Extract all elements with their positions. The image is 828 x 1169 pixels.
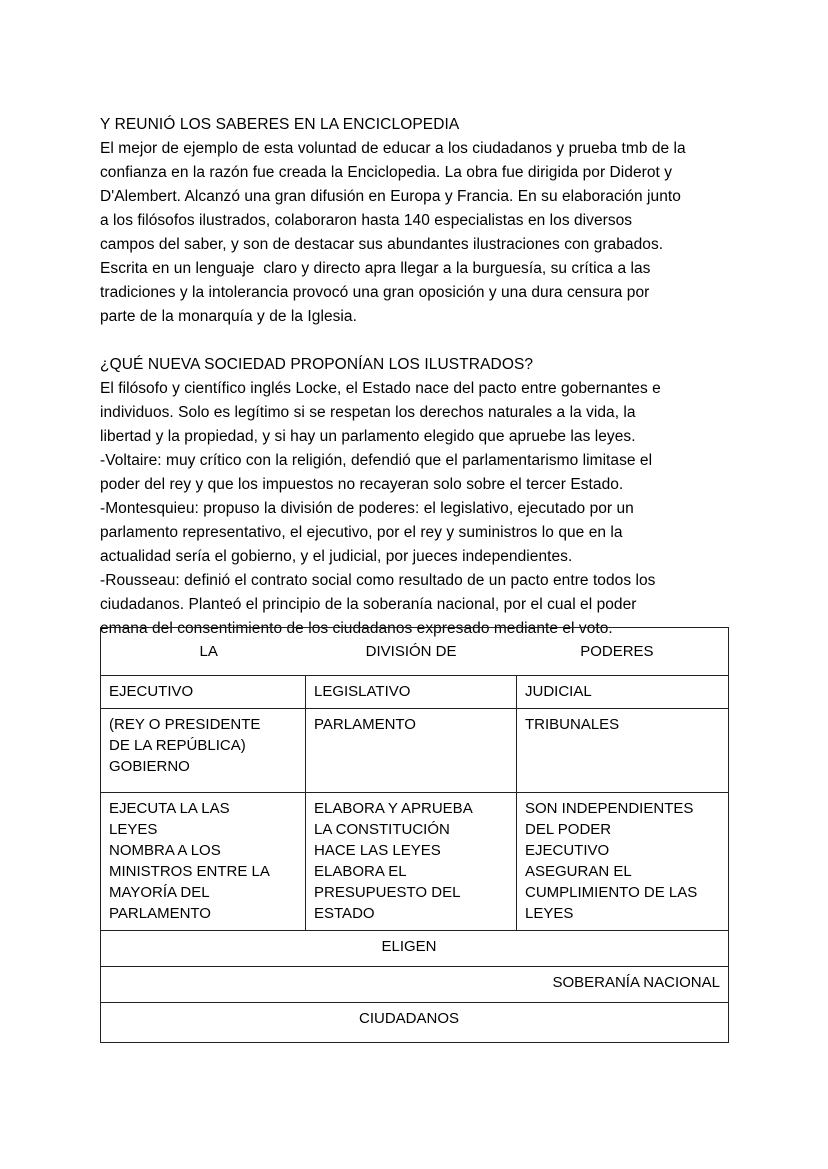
division-of-powers-table-wrapper [100,627,728,1043]
text-line: campos del saber, y son de destacar sus abundantes ilustraciones con grabados. [100,236,664,253]
cell-text-line: TRIBUNALES [525,716,620,733]
table-row-title [101,628,729,676]
text-line: -Montesquieu: propuso la división de poderes: el legislativo, ejecutado por un [100,500,634,517]
text-line: individuos. Solo es legítimo si se respetan los derechos naturales a la vida, la [100,404,636,421]
role-cell-legislative: LEGISLATIVO [306,676,517,709]
body-cell-legislative [306,709,517,793]
text-line: emana del consentimiento de los ciudadanos expresado mediante el voto. [100,620,613,637]
cell-text-line: CUMPLIMIENTO DE LAS [525,884,698,901]
role-cell-executive: EJECUTIVO [101,676,306,709]
cell-text-line: LA CONSTITUCIÓN [314,821,450,838]
text-line: actualidad sería el gobierno, y el judicial, por jueces independientes. [100,548,573,565]
cell-text-line: PARLAMENTO [109,905,211,922]
section-heading-nueva-sociedad: ¿QUÉ NUEVA SOCIEDAD PROPONÍAN LOS ILUSTRADOS? [100,356,534,373]
section-nueva-sociedad [100,353,730,641]
text-line: poder del rey y que los impuestos no recayeran solo sobre el tercer Estado. [100,476,624,493]
body-cell-judicial [517,709,729,793]
table-row-roles [101,676,729,709]
functions-cell-legislative [306,793,517,931]
functions-cell-executive [101,793,306,931]
cell-text-line: ELABORA Y APRUEBA [314,800,473,817]
cell-text-line: EJECUTIVO [525,842,610,859]
role-cell-judicial: JUDICIAL [517,676,729,709]
cell-text-line: LEYES [525,905,574,922]
table-row-bodies [101,709,729,793]
text-line: libertad y la propiedad, y si hay un parlamento elegido que apruebe las leyes. [100,428,636,445]
section-paragraph-nueva-sociedad [100,377,730,641]
cell-text-line: MAYORÍA DEL [109,884,210,901]
cell-text-line: PRESUPUESTO DEL [314,884,461,901]
functions-cell-judicial [517,793,729,931]
cell-text-line: ASEGURAN EL [525,863,632,880]
footer-text-eligen: ELIGEN [381,938,437,955]
text-line: tradiciones y la intolerancia provocó una gran oposición y una dura censura por [100,284,650,301]
section-heading-enciclopedia: Y REUNIÓ LOS SABERES EN LA ENCICLOPEDIA [100,116,460,133]
footer-cell-ciudadanos [101,1003,729,1043]
text-line: confianza en la razón fue creada la Enciclopedia. La obra fue dirigida por Diderot y [100,164,673,181]
table-row-ciudadanos [101,1003,729,1043]
section-enciclopedia [100,113,730,329]
body-cell-executive [101,709,306,793]
text-line: El filósofo y científico inglés Locke, el Estado nace del pacto entre gobernantes e [100,380,661,397]
cell-text-line: MINISTROS ENTRE LA [109,863,270,880]
document-body [100,113,730,641]
section-paragraph-enciclopedia [100,137,730,329]
cell-text-line: SON INDEPENDIENTES [525,800,694,817]
text-line: D'Alembert. Alcanzó una gran difusión en Europa y Francia. En su elaboración junto [100,188,681,205]
cell-text-line: ESTADO [314,905,375,922]
text-line: ciudadanos. Planteó el principio de la soberanía nacional, por el cual el poder [100,596,637,613]
text-line: -Rousseau: definió el contrato social como resultado de un pacto entre todos los [100,572,656,589]
cell-text-line: (REY O PRESIDENTE [109,716,261,733]
text-line: El mejor de ejemplo de esta voluntad de educar a los ciudadanos y prueba tmb de la [100,140,686,157]
table-title-part-division: DIVISIÓN DE [365,642,457,660]
division-of-powers-table [100,627,729,1043]
table-title-part-la: LA [199,642,218,660]
cell-text-line: DEL PODER [525,821,612,838]
text-line: Escrita en un lenguaje claro y directo apra llegar a la burguesía, su crítica a las [100,260,651,277]
text-line: parte de la monarquía y de la Iglesia. [100,308,357,325]
cell-text-line: DE LA REPÚBLICA) [109,737,246,754]
text-line: a los filósofos ilustrados, colaboraron hasta 140 especialistas en los diversos [100,212,633,229]
cell-text-line: PARLAMENTO [314,716,416,733]
text-line: parlamento representativo, el ejecutivo, por el rey y suministros lo que en la [100,524,623,541]
text-line: -Voltaire: muy crítico con la religión, defendió que el parlamentarismo limitase el [100,452,653,469]
table-row-soberania [101,967,729,1003]
cell-text-line: LEYES [109,821,158,838]
cell-text-line: HACE LAS LEYES [314,842,441,859]
cell-text-line: ELABORA EL [314,863,407,880]
footer-cell-eligen [101,931,729,967]
footer-cell-soberania: SOBERANÍA NACIONAL [101,967,729,1003]
table-title-cell [101,628,729,676]
table-row-functions [101,793,729,931]
cell-text-line: GOBIERNO [109,758,190,775]
footer-text-ciudadanos: CIUDADANOS [358,1010,459,1027]
table-row-eligen [101,931,729,967]
cell-text-line: EJECUTA LA LAS [109,800,230,817]
section-spacer [100,329,730,353]
cell-text-line: NOMBRA A LOS [109,842,221,859]
table-title-part-poderes: PODERES [580,642,654,660]
